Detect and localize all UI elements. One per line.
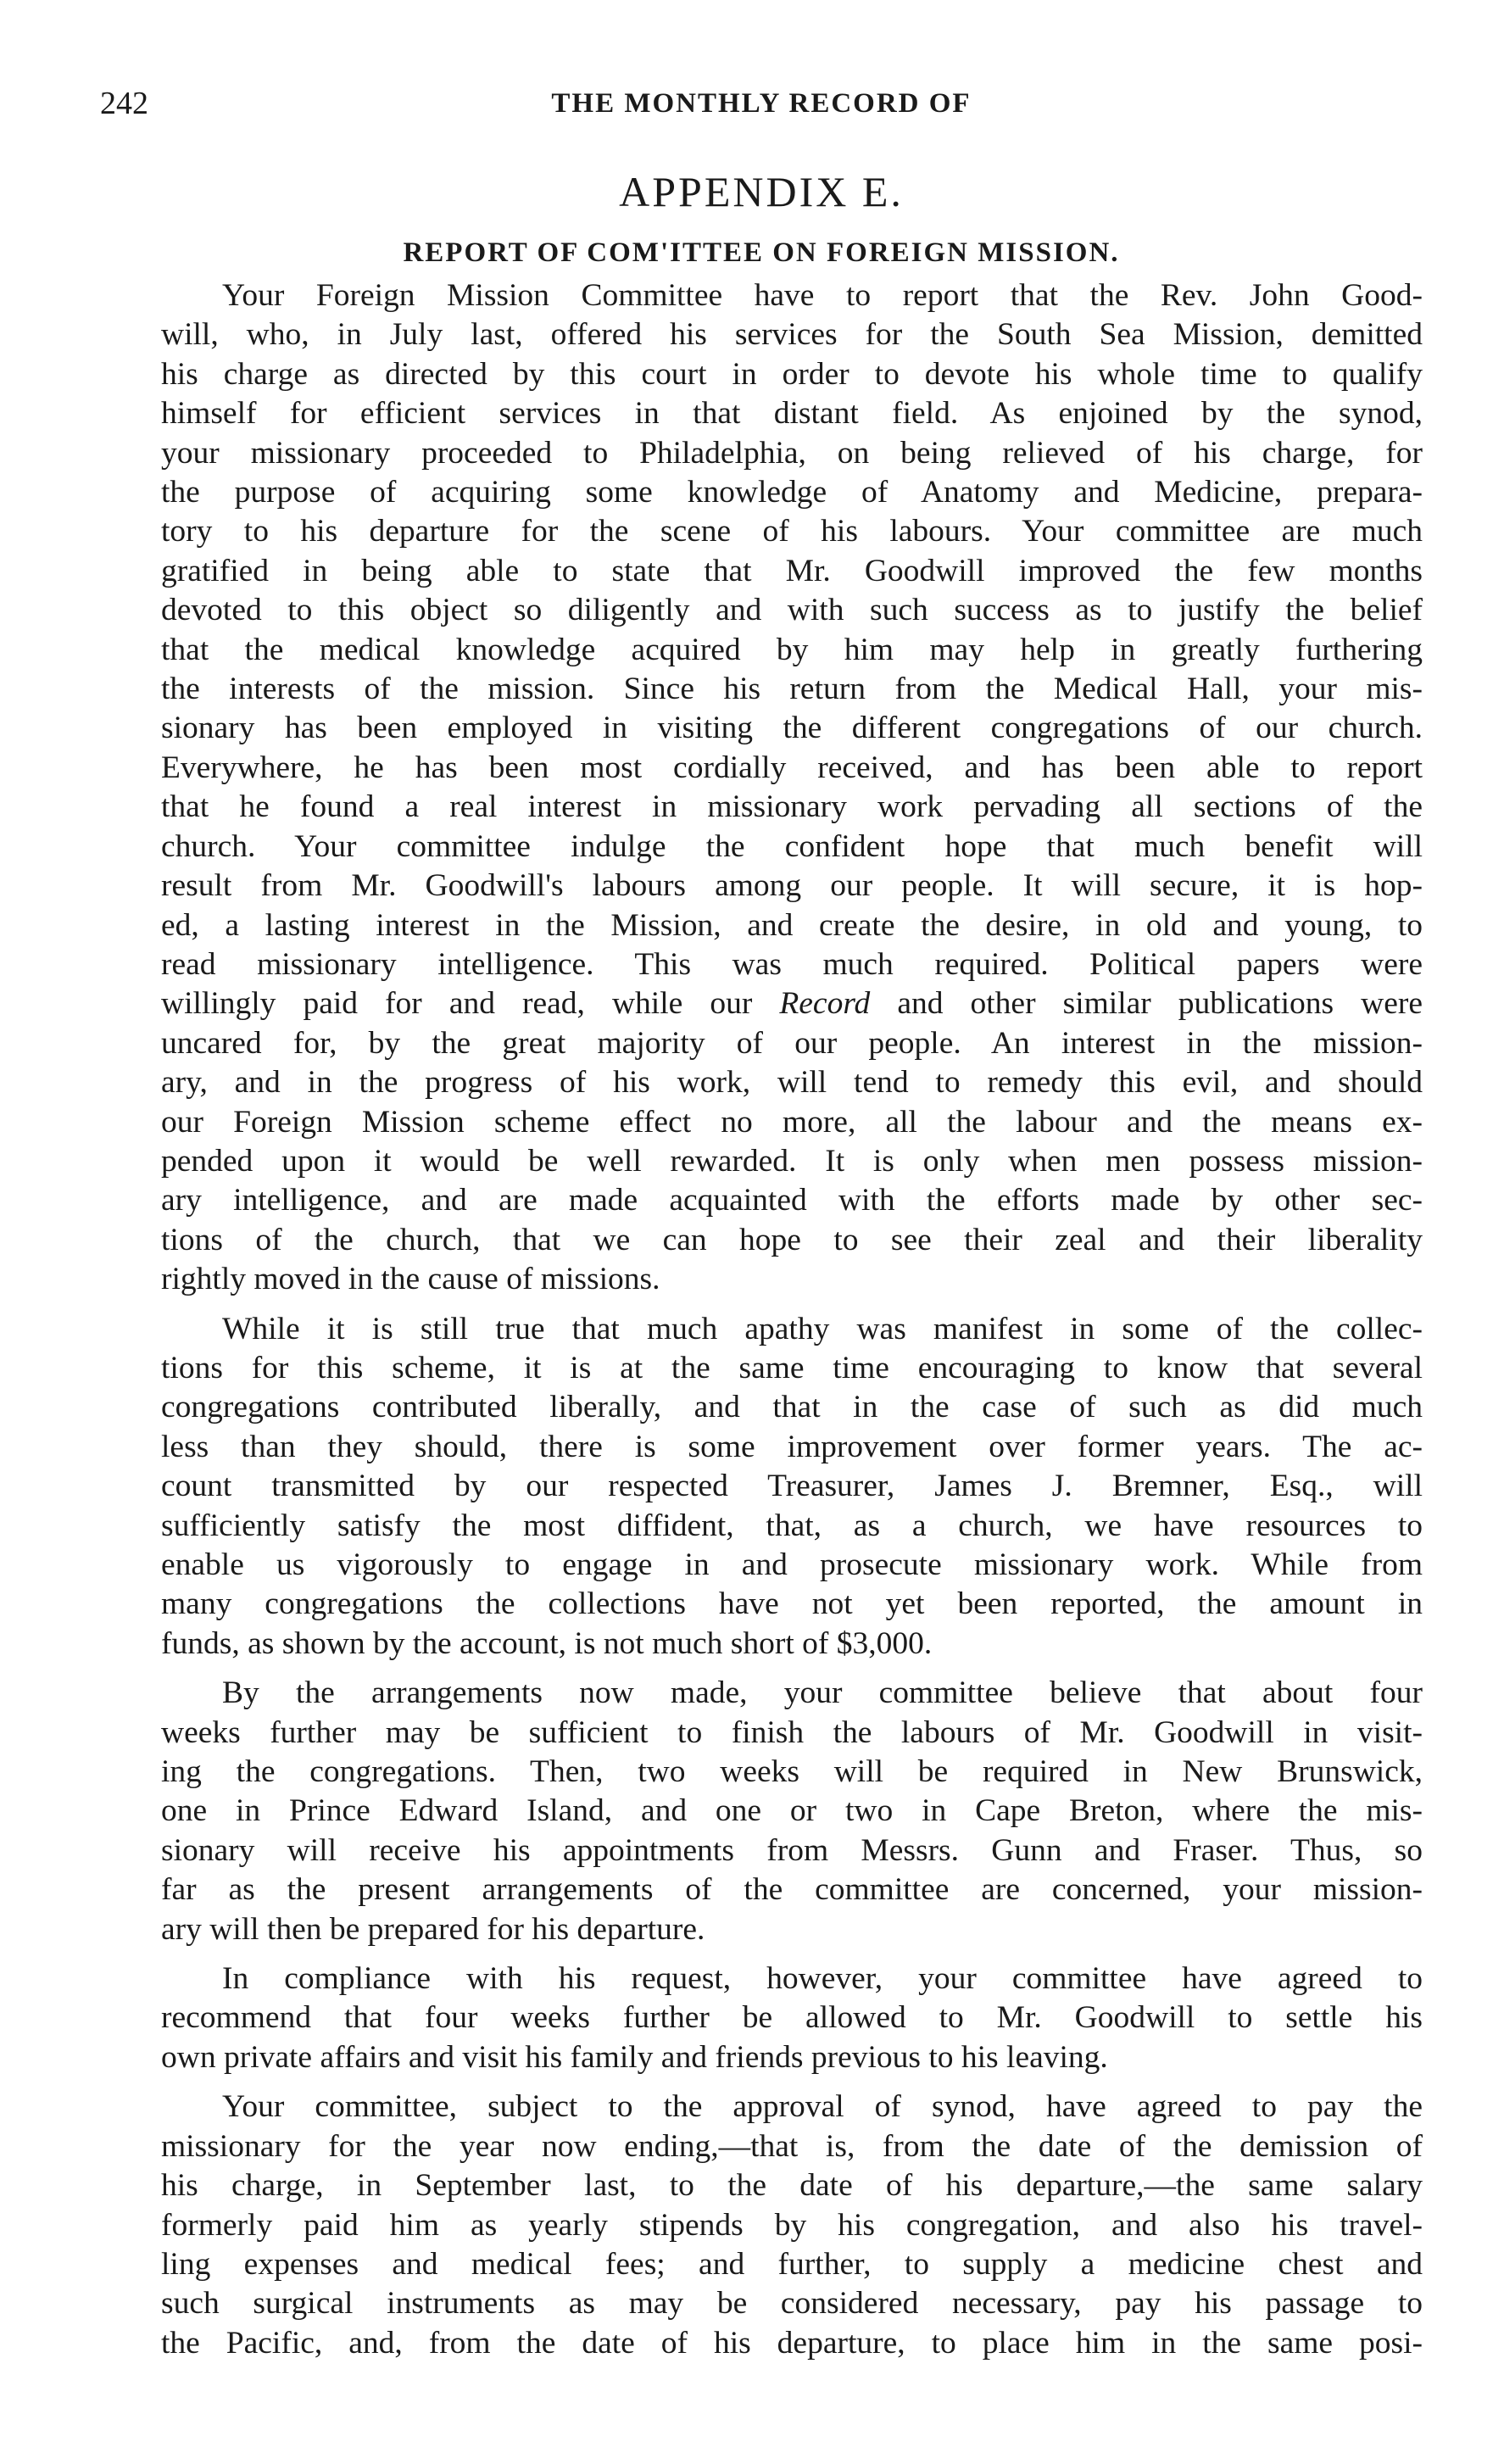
text-line: own private affairs and visit his family and friends previous to his leaving. [161,2039,1108,2075]
text-line: formerly paid him as yearly stipends by his congregation, and also his travel- [161,2207,1423,2243]
text-line: Everywhere, he has been most cordially received, and has been able to report [161,750,1423,785]
text-line: count transmitted by our respected Treasurer, James J. Bremner, Esq., will [161,1469,1423,1504]
paragraph-2 [100,1310,1423,1664]
text-line: church. Your committee indulge the confident hope that much benefit will [161,828,1423,864]
text-line: ling expenses and medical fees; and further, to supply a medicine chest and [161,2246,1423,2282]
journal-title: THE MONTHLY RECORD OF [551,88,972,119]
text-segment: willingly paid for and read, while our [161,986,780,1022]
text-line: tions for this scheme, it is at the same time encouraging to know that several [161,1350,1423,1385]
text-line: ed, a lasting interest in the Mission, and create the desire, in old and young, to [161,907,1423,943]
text-line: sionary has been employed in visiting the different congregations of our church. [161,711,1423,746]
text-line: the purpose of acquiring some knowledge of Anatomy and Medicine, prepara- [161,475,1423,510]
text-line: such surgical instruments as may be considered necessary, pay his passage to [161,2286,1423,2322]
paragraph-5 [100,2088,1423,2363]
text-line: Your Foreign Mission Committee have to report that the Rev. John Good- [222,278,1423,313]
text-line: enable us vigorously to engage in and prosecute missionary work. While from [161,1547,1423,1582]
text-line: less than they should, there is some improvement over former years. The ac- [161,1429,1423,1464]
text-line: tions of the church, that we can hope to see their zeal and their liberality [161,1222,1423,1257]
text-segment: and other similar publications were [870,986,1423,1022]
text-line: far as the present arrangements of the committee are concerned, your mission- [161,1872,1423,1908]
paragraph-1 [100,276,1423,1300]
report-body [100,276,1423,2363]
text-line: will, who, in July last, offered his services for the South Sea Mission, demitted [161,317,1423,353]
text-line: Your committee, subject to the approval of synod, have agreed to pay the [222,2089,1423,2125]
text-line: one in Prince Edward Island, and one or two in Cape Breton, where the mis- [161,1793,1423,1829]
text-line: read missionary intelligence. This was much required. Political papers were [161,946,1423,982]
text-line: the Pacific, and, from the date of his departure, to place him in the same posi- [161,2325,1423,2361]
text-line: your missionary proceeded to Philadelphia, on being relieved of his charge, for [161,435,1423,471]
text-line: himself for efficient services in that distant field. As enjoined by the synod, [161,396,1423,432]
text-line: ing the congregations. Then, two weeks will be required in New Brunswick, [161,1754,1423,1790]
text-line: missionary for the year now ending,—that is, from the date of the demission of [161,2128,1423,2164]
text-line: result from Mr. Goodwill's labours among our people. It will secure, it is hop- [161,868,1423,904]
text-line: sionary will receive his appointments from Messrs. Gunn and Fraser. Thus, so [161,1832,1423,1868]
text-line-with-italic [100,984,1423,1023]
text-line: pended upon it would be well rewarded. It is only when men possess mission- [161,1143,1423,1179]
text-line: tory to his departure for the scene of his labours. Your committee are much [161,514,1423,549]
text-line: the interests of the mission. Since his return from the Medical Hall, your mis- [161,672,1423,707]
text-line: our Foreign Mission scheme effect no more, all the labour and the means ex- [161,1104,1423,1140]
text-line: weeks further may be sufficient to finish the labours of Mr. Goodwill in visit- [161,1714,1423,1750]
text-line: gratified in being able to state that Mr. Goodwill improved the few months [161,553,1423,588]
paragraph-3 [100,1674,1423,1949]
text-line: funds, as shown by the account, is not much short of $3,000. [161,1625,933,1661]
text-line: sufficiently satisfy the most diffident, that, as a church, we have resources to [161,1508,1423,1543]
running-head [100,85,1423,136]
text-line: While it is still true that much apathy was manifest in some of the collec- [222,1311,1423,1346]
text-line: recommend that four weeks further be allowed to Mr. Goodwill to settle his [161,2000,1423,2036]
text-line: that the medical knowledge acquired by him may help in greatly furthering [161,632,1423,667]
text-line: congregations contributed liberally, and that in the case of such as did much [161,1390,1423,1425]
text-line: his charge as directed by this court in order to devote his whole time to qualify [161,356,1423,392]
text-line: devoted to this object so diligently and with such success as to justify the belief [161,593,1423,628]
text-line: ary intelligence, and are made acquainted with the efforts made by other sec- [161,1183,1423,1218]
text-line: ary, and in the progress of his work, will tend to remedy this evil, and should [161,1065,1423,1101]
text-line: that he found a real interest in missionary work pervading all sections of the [161,789,1423,825]
page-number: 242 [100,86,148,121]
paragraph-4 [100,1959,1423,2077]
appendix-title: APPENDIX E. [619,168,904,215]
text-line: By the arrangements now made, your committee believe that about four [222,1675,1423,1711]
text-line: ary will then be prepared for his departure. [161,1911,705,1947]
text-line: his charge, in September last, to the date of his departure,—the same salary [161,2168,1423,2204]
page [100,85,1423,2373]
text-line: rightly moved in the cause of missions. [161,1262,660,1297]
text-line: In compliance with his request, however, your committee have agreed to [222,1961,1423,1997]
report-title: REPORT OF COM'ITTEE ON FOREIGN MISSION. [403,237,1120,268]
record-title-italic: Record [779,986,871,1022]
text-line: many congregations the collections have not yet been reported, the amount in [161,1586,1423,1622]
text-line: uncared for, by the great majority of our people. An interest in the mission- [161,1025,1423,1061]
